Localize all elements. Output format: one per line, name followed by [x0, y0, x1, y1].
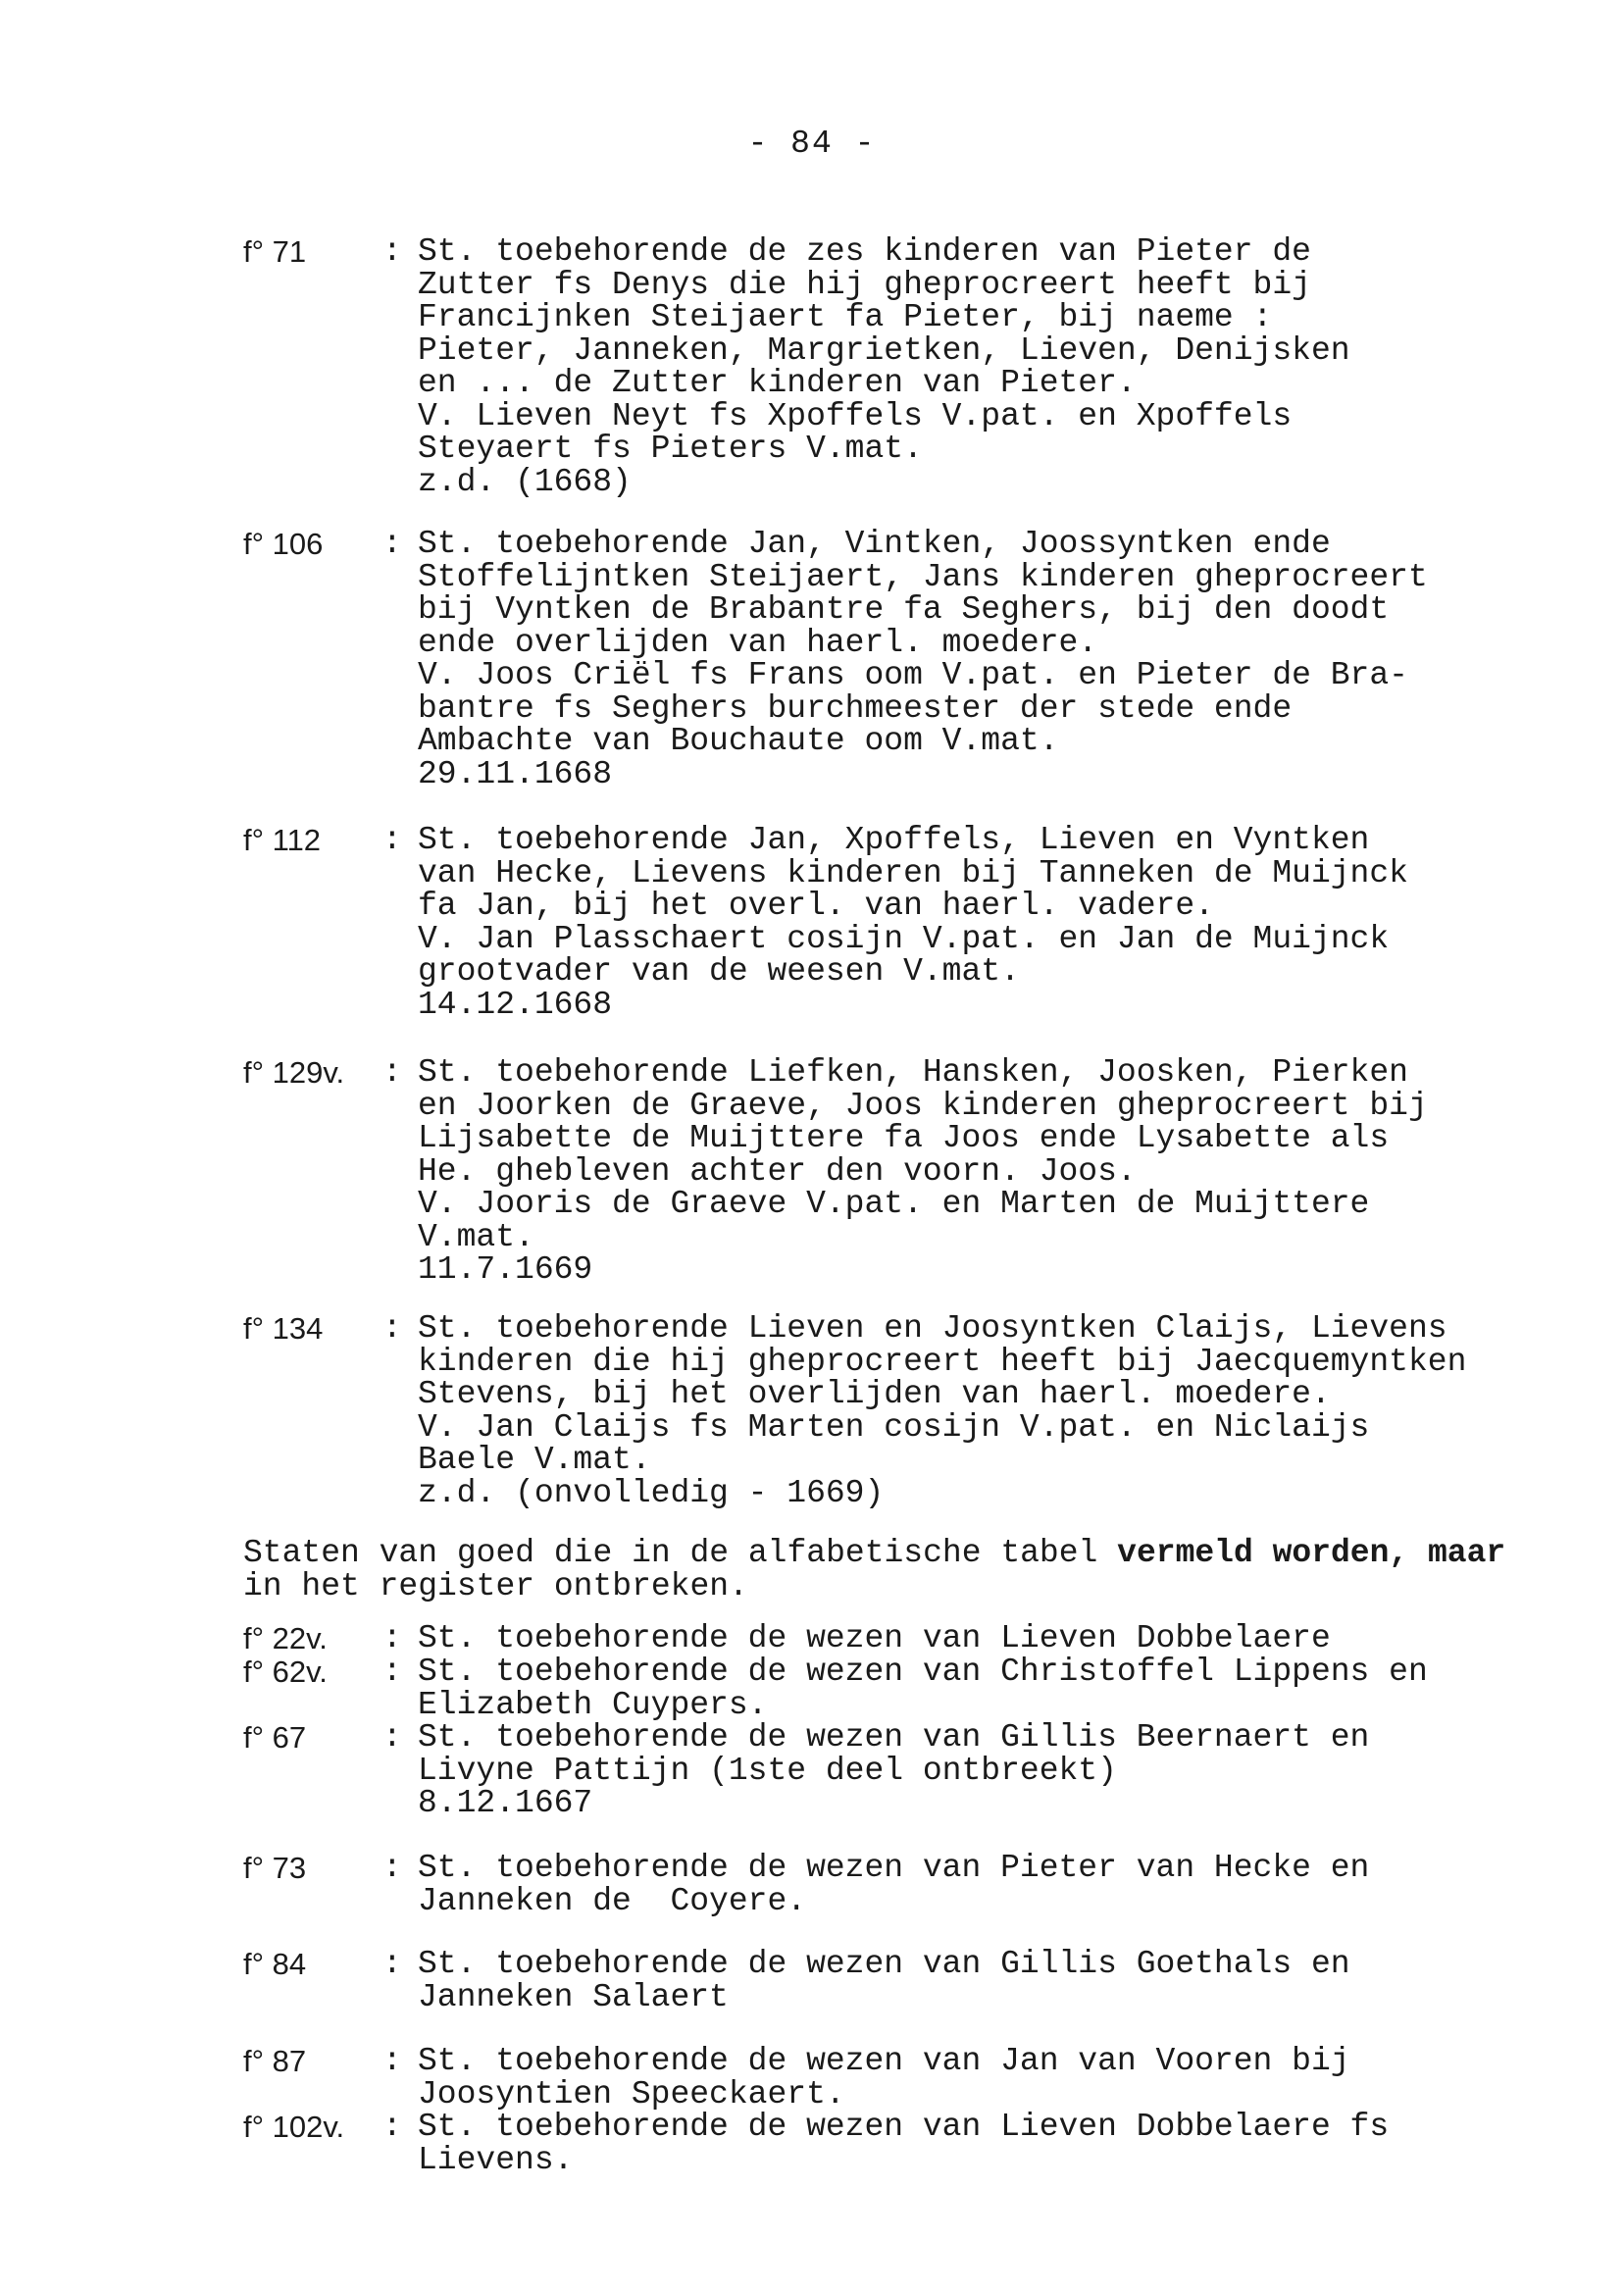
entry-line: St. toebehorende de wezen van Gillis Goethals en [418, 1946, 1350, 1982]
entry-line: 8.12.1667 [418, 1785, 593, 1821]
entry-line: Baele V.mat. [418, 1442, 651, 1478]
entry-line: Steyaert fs Pieters V.mat. [418, 431, 923, 467]
intro-line: in het register ontbreken. [243, 1567, 748, 1604]
entry-line: Pieter, Janneken, Margrietken, Lieven, Denijsken [418, 331, 1350, 369]
entry-line: St. toebehorende de wezen van Pieter van Hecke en [418, 1850, 1370, 1886]
entry-line: Lievens. [418, 2141, 574, 2178]
intro-text: Staten van goed die in de alfabetische tabel [243, 1535, 1118, 1571]
colon-separator: : [382, 1850, 402, 1886]
entry-line: St. toebehorende de wezen van Gillis Beernaert en [418, 1719, 1370, 1756]
entry-text [418, 1721, 1585, 1820]
entry-text [418, 528, 1585, 790]
entry-text [418, 2111, 1585, 2176]
entry-line: V. Joos Criël fs Frans oom V.pat. en Pieter de Bra- [418, 657, 1408, 693]
colon-separator: : [382, 1620, 402, 1656]
entry-text [418, 1622, 1585, 1655]
entry-line: z.d. (1668) [418, 463, 632, 500]
folio-number: f° 112 [243, 823, 322, 857]
entry-line: Francijnken Steijaert fa Pieter, bij naeme : [418, 299, 1273, 335]
entry-line: z.d. (onvolledig - 1669) [418, 1474, 885, 1511]
folio-number: f° 67 [243, 1720, 307, 1755]
section-intro [243, 1537, 1597, 1603]
entry-line: Janneken Salaert [418, 1978, 729, 2015]
folio-number: f° 87 [243, 2044, 307, 2078]
entry-line: St. toebehorende de wezen van Christoffel Lippens en [418, 1654, 1428, 1690]
entry-line: Elizabeth Cuypers. [418, 1686, 768, 1723]
folio-number: f° 62v. [243, 1655, 328, 1689]
entry-line: 11.7.1669 [418, 1251, 593, 1288]
entry-line: Stevens, bij het overlijden van haerl. moedere. [418, 1376, 1331, 1412]
entry-line: V. Jan Claijs fs Marten cosijn V.pat. en Niclaijs [418, 1408, 1370, 1446]
entry-line: St. toebehorende de zes kinderen van Pieter de [418, 233, 1311, 270]
entry-line: Lijsabette de Muijttere fa Joos ende Lysabette als [418, 1120, 1390, 1156]
colon-separator: : [382, 526, 402, 562]
entry-text [418, 1655, 1585, 1721]
folio-number: f° 129v. [243, 1055, 345, 1090]
entry-text [418, 824, 1585, 1021]
colon-separator: : [382, 1719, 402, 1756]
entry-line: Zutter fs Denys die hij gheprocreert heeft bij [418, 266, 1311, 303]
entry-line: en ... de Zutter kinderen van Pieter. [418, 365, 1137, 401]
colon-separator: : [382, 1946, 402, 1982]
entry-text [418, 235, 1585, 498]
entry-line: St. toebehorende Jan, Vintken, Joossyntken ende [418, 526, 1331, 562]
colon-separator: : [382, 233, 402, 270]
intro-bold-text: vermeld worden, maar [1117, 1535, 1506, 1571]
folio-number: f° 71 [243, 234, 307, 269]
entry-line: V. Jooris de Graeve V.pat. en Marten de Muijttere [418, 1186, 1370, 1222]
colon-separator: : [382, 1054, 402, 1091]
entry-line: Ambachte van Bouchaute oom V.mat. [418, 723, 1059, 759]
entry-line: V.mat. [418, 1218, 534, 1255]
entry-line: 14.12.1668 [418, 986, 613, 1023]
entry-line: fa Jan, bij het overl. van haerl. vadere. [418, 888, 1214, 924]
entry-line: en Joorken de Graeve, Joos kinderen gheprocreert bij [418, 1087, 1428, 1124]
folio-number: f° 102v. [243, 2110, 345, 2144]
colon-separator: : [382, 2043, 402, 2079]
entry-line: kinderen die hij gheprocreert heeft bij Jaecquemyntken [418, 1343, 1467, 1380]
intro-line [243, 1537, 1597, 1570]
entry-text [418, 1056, 1585, 1287]
folio-number: f° 22v. [243, 1621, 328, 1655]
entry-line: St. toebehorende Jan, Xpoffels, Lieven en Vyntken [418, 822, 1370, 858]
entry-text [418, 1312, 1585, 1509]
entry-line: Livyne Pattijn (1ste deel ontbreekt) [418, 1752, 1117, 1789]
entry-line: V. Lieven Neyt fs Xpoffels V.pat. en Xpoffels [418, 397, 1293, 434]
colon-separator: : [382, 1654, 402, 1690]
entry-line: Janneken de Coyere. [418, 1882, 807, 1919]
colon-separator: : [382, 822, 402, 858]
entry-line: 29.11.1668 [418, 755, 613, 792]
entry-text [418, 1852, 1585, 1917]
entry-line: van Hecke, Lievens kinderen bij Tanneken de Muijnck [418, 854, 1408, 891]
entry-line: bij Vyntken de Brabantre fa Seghers, bij den doodt [418, 591, 1390, 628]
entry-text [418, 1948, 1585, 2013]
entry-line: St. toebehorende de wezen van Lieven Dobbelaere [418, 1620, 1331, 1656]
entry-line: bantre fs Seghers burchmeester der stede ende [418, 689, 1293, 727]
page-number: - 84 - [747, 126, 877, 162]
entry-line: Stoffelijntken Steijaert, Jans kinderen gheprocreert [418, 558, 1428, 595]
entry-line: St. toebehorende de wezen van Lieven Dobbelaere fs [418, 2109, 1390, 2145]
colon-separator: : [382, 2109, 402, 2145]
entry-line: St. toebehorende de wezen van Jan van Vooren bij [418, 2043, 1350, 2079]
entry-line: ende overlijden van haerl. moedere. [418, 624, 1098, 661]
entry-line: St. toebehorende Lieven en Joosyntken Claijs, Lievens [418, 1310, 1447, 1347]
entry-line: Joosyntien Speeckaert. [418, 2075, 845, 2113]
colon-separator: : [382, 1310, 402, 1347]
folio-number: f° 84 [243, 1947, 307, 1981]
entry-line: St. toebehorende Liefken, Hansken, Joosken, Pierken [418, 1054, 1408, 1091]
folio-number: f° 106 [243, 527, 324, 561]
entry-line: He. ghebleven achter den voorn. Joos. [418, 1152, 1137, 1190]
entry-line: grootvader van de weesen V.mat. [418, 953, 1020, 990]
folio-number: f° 134 [243, 1311, 324, 1346]
folio-number: f° 73 [243, 1851, 307, 1885]
entry-line: V. Jan Plasschaert cosijn V.pat. en Jan de Muijnck [418, 920, 1390, 957]
entry-text [418, 2045, 1585, 2111]
